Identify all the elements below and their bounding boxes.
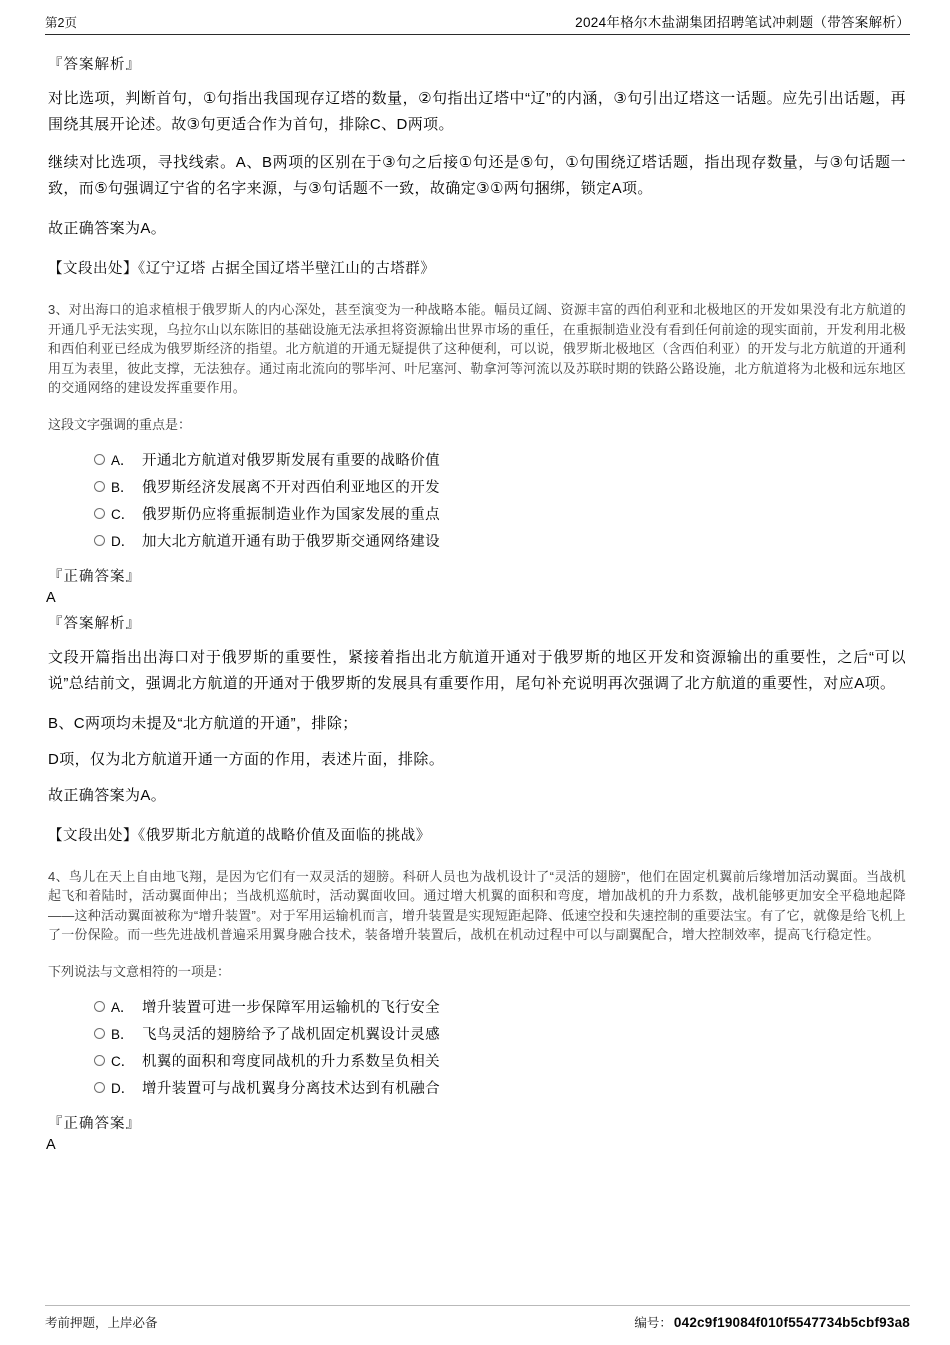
page-header (45, 11, 910, 35)
q3-conclusion: 故正确答案为A。 (48, 786, 167, 804)
q3-correct-answer-value: A (46, 589, 56, 606)
option-letter: B． (111, 1027, 134, 1042)
q3-analysis-paragraph-1: 文段开篇指出出海口对于俄罗斯的重要性，紧接着指出北方航道开通对于俄罗斯的地区开发和资源输出的重要性，之后“可以说”总结前文，强调北方航道的开通对于俄罗斯的发展具有重要作用，尾句补充说明再次强调了北方航道的重要性，对应A项。 (48, 648, 906, 692)
option-text: 开通北方航道对俄罗斯发展有重要的战略价值 (142, 452, 440, 469)
radio-button[interactable] (94, 454, 105, 465)
q3-passage: 3、对出海口的追求植根于俄罗斯人的内心深处，甚至演变为一种战略本能。幅员辽阔、资源丰富的西伯利亚和北极地区的开发如果没有北方航道的开通几乎无法实现，乌拉尔山以东陈旧的基础设施无法承担将资源输出世界市场的重任，在重振制造业没有看到任何前途的现实面前，开发利用北极和西伯利亚已经成为俄罗斯经济的指望。北方航道的开通无疑提供了这种便利，可以说，俄罗斯北极地区（含西伯利亚）的开发与北方航道的开通利用互为表里，彼此支撑，无法独存。通过南北流向的鄂毕河、叶尼塞河、勒拿河等河流以及苏联时期的铁路公路设施，北方航道将为北极和远东地区的交通网络的建设发挥重要作用。 (48, 302, 907, 395)
q4-option-a[interactable] (94, 993, 906, 1020)
q3-option-c[interactable] (94, 500, 906, 527)
option-text: 加大北方航道开通有助于俄罗斯交通网络建设 (142, 533, 440, 550)
option-text: 俄罗斯经济发展离不开对西伯利亚地区的开发 (142, 479, 440, 496)
q2-conclusion: 故正确答案为A。 (48, 220, 167, 237)
radio-button[interactable] (94, 535, 105, 546)
q4-correct-answer-value: A (46, 1136, 56, 1153)
option-letter: C． (111, 507, 135, 522)
q3-option-b[interactable] (94, 473, 906, 500)
radio-button[interactable] (94, 1055, 105, 1066)
footer-id-label: 编号： (634, 1316, 672, 1330)
q3-option-a[interactable] (94, 446, 906, 473)
footer-document-id (634, 1313, 910, 1331)
q2-source-reference: 【文段出处】《辽宁辽塔 占据全国辽塔半壁江山的古塔群》 (48, 261, 436, 277)
q3-option-d[interactable] (94, 527, 906, 554)
option-letter: B． (111, 480, 134, 495)
radio-button[interactable] (94, 1001, 105, 1012)
q3-stem: 这段文字强调的重点是： (48, 416, 192, 432)
option-text: 增升装置可进一步保障军用运输机的飞行安全 (142, 999, 440, 1016)
option-text: 增升装置可与战机翼身分离技术达到有机融合 (142, 1080, 440, 1097)
q3-correct-answer-heading: 『正确答案』 (48, 568, 141, 585)
q2-analysis-paragraph-1: 对比选项，判断首句，①句指出我国现存辽塔的数量，②句指出辽塔中“辽”的内涵，③句引出辽塔这一话题。应先引出话题，再围绕其展开论述。故③句更适合作为首句，排除C、D两项。 (48, 90, 906, 133)
q4-correct-answer-heading: 『正确答案』 (48, 1115, 141, 1132)
option-text: 俄罗斯仍应将重振制造业作为国家发展的重点 (142, 506, 440, 523)
option-text: 机翼的面积和弯度同战机的升力系数呈负相关 (142, 1053, 440, 1070)
option-letter: C． (111, 1054, 135, 1069)
document-title: 2024年格尔木盐湖集团招聘笔试冲刺题（带答案解析） (575, 15, 910, 30)
q4-option-d[interactable] (94, 1074, 906, 1101)
option-letter: D． (111, 534, 135, 549)
q4-option-b[interactable] (94, 1020, 906, 1047)
q3-analysis-heading: 『答案解析』 (48, 615, 141, 632)
q3-analysis-paragraph-3: D项，仅为北方航道开通一方面的作用，表述片面，排除。 (48, 750, 445, 768)
q4-passage: 4、鸟儿在天上自由地飞翔，是因为它们有一双灵活的翅膀。科研人员也为战机设计了“灵活的翅膀”，他们在固定机翼前后缘增加活动翼面。当战机起飞和着陆时，活动翼面伸出；当战机巡航时，活动翼面收回。通过增大机翼的面积和弯度，增加战机的升力系数，战机能够更加安全平稳地起降——这种活动翼面被称为“增升装置”。对于军用运输机而言，增升装置是实现短距起降、低速空投和失速控制的重要法宝。有了它，就像是给飞机上了一份保险。而一些先进战机普遍采用翼身融合技术，装备增升装置后，战机在机动过程中可以与副翼配合，增大控制效率，提高飞行稳定性。 (48, 868, 906, 942)
footer-id-value: 042c9f19084f010f5547734b5cbf93a8 (673, 1315, 910, 1330)
footer-slogan: 考前押题，上岸必备 (45, 1316, 158, 1330)
q3-source-reference: 【文段出处】《俄罗斯北方航道的战略价值及面临的挑战》 (48, 827, 431, 844)
radio-button[interactable] (94, 1028, 105, 1039)
q3-analysis-paragraph-2: B、C两项均未提及“北方航道的开通”，排除； (48, 714, 358, 732)
page-footer (45, 1305, 910, 1331)
q2-analysis-heading: 『答案解析』 (48, 57, 141, 73)
option-letter: A． (111, 453, 134, 468)
page-number: 第2页 (45, 16, 77, 30)
q4-option-c[interactable] (94, 1047, 906, 1074)
option-letter: D． (111, 1081, 135, 1096)
page-content (48, 44, 906, 1153)
radio-button[interactable] (94, 481, 105, 492)
radio-button[interactable] (94, 508, 105, 519)
option-text: 飞鸟灵活的翅膀给予了战机固定机翼设计灵感 (142, 1026, 440, 1043)
radio-button[interactable] (94, 1082, 105, 1093)
q4-stem: 下列说法与文意相符的一项是： (48, 963, 231, 979)
option-letter: A． (111, 1000, 134, 1015)
q3-options (48, 446, 906, 554)
q2-analysis-paragraph-2: 继续对比选项，寻找线索。A、B两项的区别在于③句之后接①句还是⑤句，①句围绕辽塔话题，指出现存数量，与③句话题一致，而⑤句强调辽宁省的名字来源，与③句话题不一致，故确定③①两句捆绑，锁定A项。 (48, 154, 906, 197)
q4-options (48, 993, 906, 1101)
